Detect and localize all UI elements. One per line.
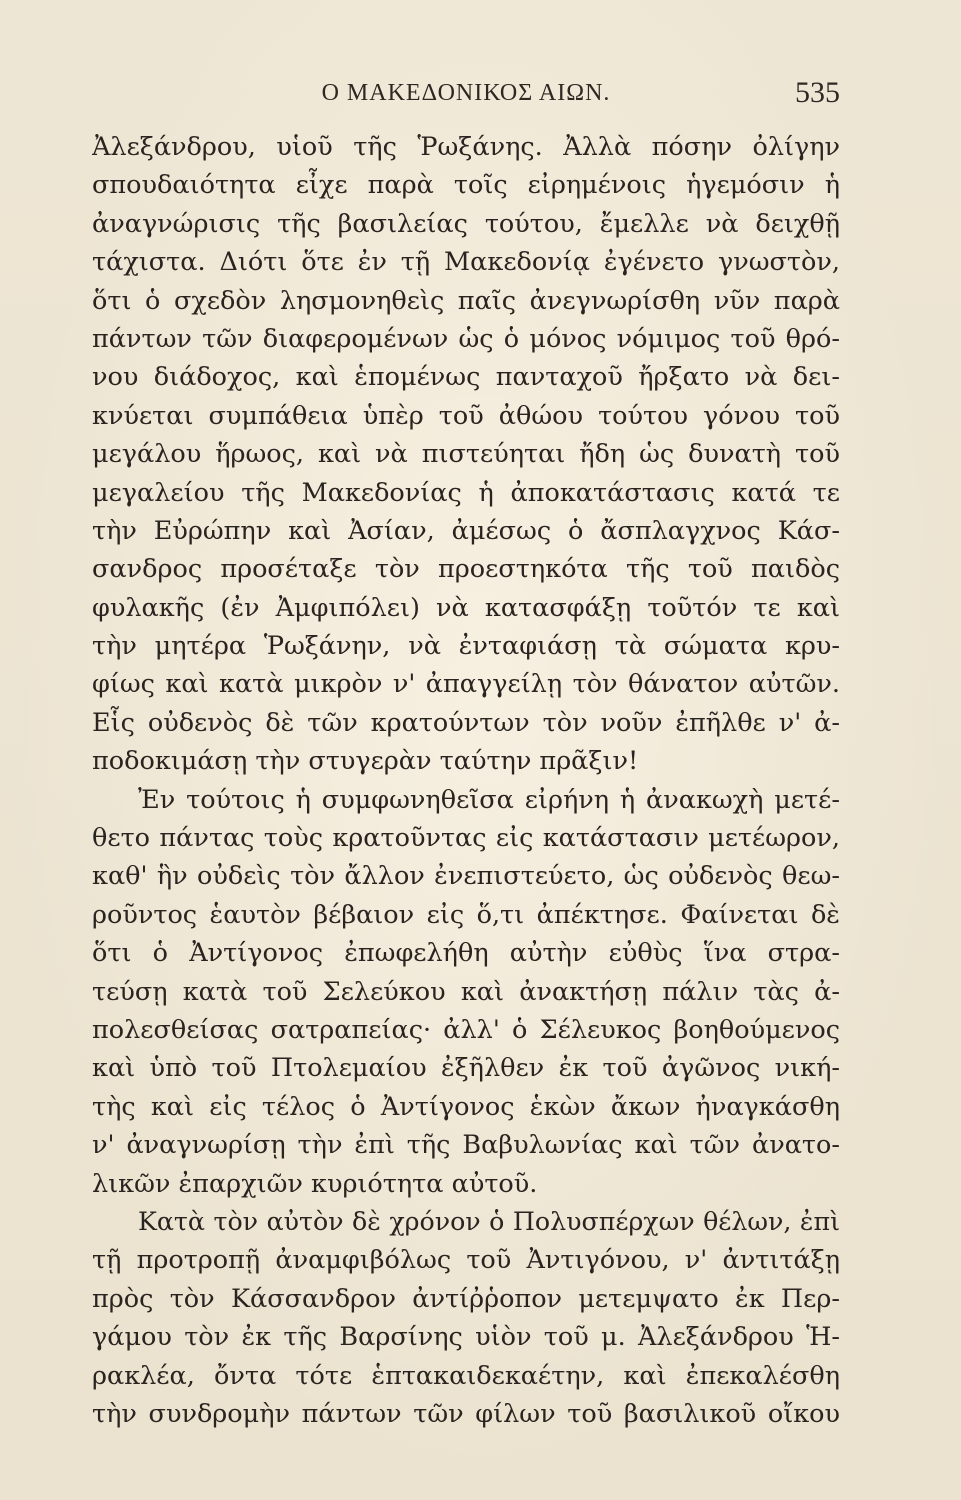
text-line: σπουδαιότητα εἶχε παρὰ τοῖς εἰρημένοις ἡγεμόσιν ἡ — [92, 170, 840, 201]
text-line: νου διάδοχος, καὶ ἑπομένως πανταχοῦ ἤρξατο νὰ δει- — [92, 362, 840, 393]
text-line: τῇ προτροπῇ ἀναμφιβόλως τοῦ Ἀντιγόνου, ν' ἀντιτάξῃ — [92, 1245, 840, 1276]
text-line: ροῦντος ἑαυτὸν βέβαιον εἰς ὅ,τι ἀπέκτησε. Φαίνεται δὲ — [92, 899, 840, 930]
text-line: τὴν συνδρομὴν πάντων τῶν φίλων τοῦ βασιλικοῦ οἴκου — [92, 1398, 840, 1429]
text-line: σανδρος προσέταξε τὸν προεστηκότα τῆς τοῦ παιδὸς — [92, 554, 840, 585]
text-line: τεύσῃ κατὰ τοῦ Σελεύκου καὶ ἀνακτήσῃ πάλιν τὰς ἀ- — [92, 976, 840, 1007]
paragraph-start-line: Κατὰ τὸν αὐτὸν δὲ χρόνον ὁ Πολυσπέρχων θέλων, ἐπὶ — [138, 1206, 840, 1236]
text-line: τὴς καὶ εἰς τέλος ὁ Ἀντίγονος ἑκὼν ἄκων ἠναγκάσθη — [92, 1091, 840, 1122]
text-line: φίως καὶ κατὰ μικρὸν ν' ἀπαγγείλῃ τὸν θάνατον αὐτῶν. — [92, 669, 840, 700]
text-line: ποδοκιμάσῃ τὴν στυγερὰν ταύτην πρᾶξιν! — [92, 746, 639, 777]
text-line: μεγάλου ἥρωος, καὶ νὰ πιστεύηται ἤδη ὡς δυνατὴ τοῦ — [92, 439, 840, 470]
text-line: τάχιστα. Διότι ὅτε ἐν τῇ Μακεδονίᾳ ἐγένετο γνωστὸν, — [92, 247, 840, 278]
text-line: τὴν Εὐρώπην καὶ Ἀσίαν, ἀμέσως ὁ ἄσπλαγχνος Κάσ- — [92, 515, 840, 546]
page-header — [92, 76, 840, 120]
text-line: γάμου τὸν ἐκ τῆς Βαρσίνης υἱὸν τοῦ μ. Ἀλεξάνδρου Ἡ- — [92, 1322, 840, 1353]
text-line: κνύεται συμπάθεια ὑπὲρ τοῦ ἀθώου τούτου γόνου τοῦ — [92, 400, 840, 431]
text-line: πρὸς τὸν Κάσσανδρον ἀντίῤῥοπον μετεμψατο ἐκ Περ- — [92, 1283, 840, 1314]
text-line: ρακλέα, ὄντα τότε ἑπτακαιδεκαέτην, καὶ ἐπεκαλέσθη — [92, 1360, 840, 1391]
text-line: λικῶν ἐπαρχιῶν κυριότητα αὐτοῦ. — [92, 1168, 538, 1199]
body-text — [92, 128, 840, 1433]
text-line: πάντων τῶν διαφερομένων ὡς ὁ μόνος νόμιμος τοῦ θρό- — [92, 323, 840, 354]
text-line: καθ' ἣν οὐδεὶς τὸν ἄλλον ἐνεπιστεύετο, ὡς οὐδενὸς θεω- — [92, 861, 840, 892]
text-line: ἀναγνώρισις τῆς βασιλείας τούτου, ἔμελλε νὰ δειχθῇ — [92, 208, 840, 239]
running-title: Ο ΜΑΚΕΔΟΝΙΚΟΣ ΑΙΩΝ. — [321, 80, 611, 106]
text-line: μεγαλείου τῆς Μακεδονίας ἡ ἀποκατάστασις κατά τε — [92, 477, 840, 508]
paragraph-start-line: Ἐν τούτοις ἡ συμφωνηθεῖσα εἰρήνη ἡ ἀνακωχὴ μετέ- — [138, 784, 840, 815]
text-line: ὅτι ὁ σχεδὸν λησμονηθεὶς παῖς ἀνεγνωρίσθη νῦν παρὰ — [92, 285, 840, 316]
text-line: πολεσθείσας σατραπείας· ἀλλ' ὁ Σέλευκος βοηθούμενος — [92, 1014, 840, 1045]
page-number: 535 — [795, 76, 840, 109]
text-line: θετο πάντας τοὺς κρατοῦντας εἰς κατάστασιν μετέωρον, — [92, 823, 840, 854]
text-line: ν' ἀναγνωρίσῃ τὴν ἐπὶ τῆς Βαβυλωνίας καὶ τῶν ἀνατο- — [92, 1130, 840, 1161]
text-line: Ἀλεξάνδρου, υἱοῦ τῆς Ῥωξάνης. Ἀλλὰ πόσην ὀλίγην — [92, 132, 840, 162]
text-line: φυλακῆς (ἐν Ἀμφιπόλει) νὰ κατασφάξῃ τοῦτόν τε καὶ — [92, 592, 840, 623]
text-line: ὅτι ὁ Ἀντίγονος ἐπωφελήθη αὐτὴν εὐθὺς ἵνα στρα- — [92, 938, 840, 969]
text-line: Εἷς οὐδενὸς δὲ τῶν κρατούντων τὸν νοῦν ἐπῆλθε ν' ἀ- — [92, 707, 840, 738]
text-line: τὴν μητέρα Ῥωξάνην, νὰ ἐνταφιάσῃ τὰ σώματα κρυ- — [92, 631, 840, 662]
text-line: καὶ ὑπὸ τοῦ Πτολεμαίου ἐξῆλθεν ἐκ τοῦ ἀγῶνος νική- — [92, 1053, 840, 1084]
